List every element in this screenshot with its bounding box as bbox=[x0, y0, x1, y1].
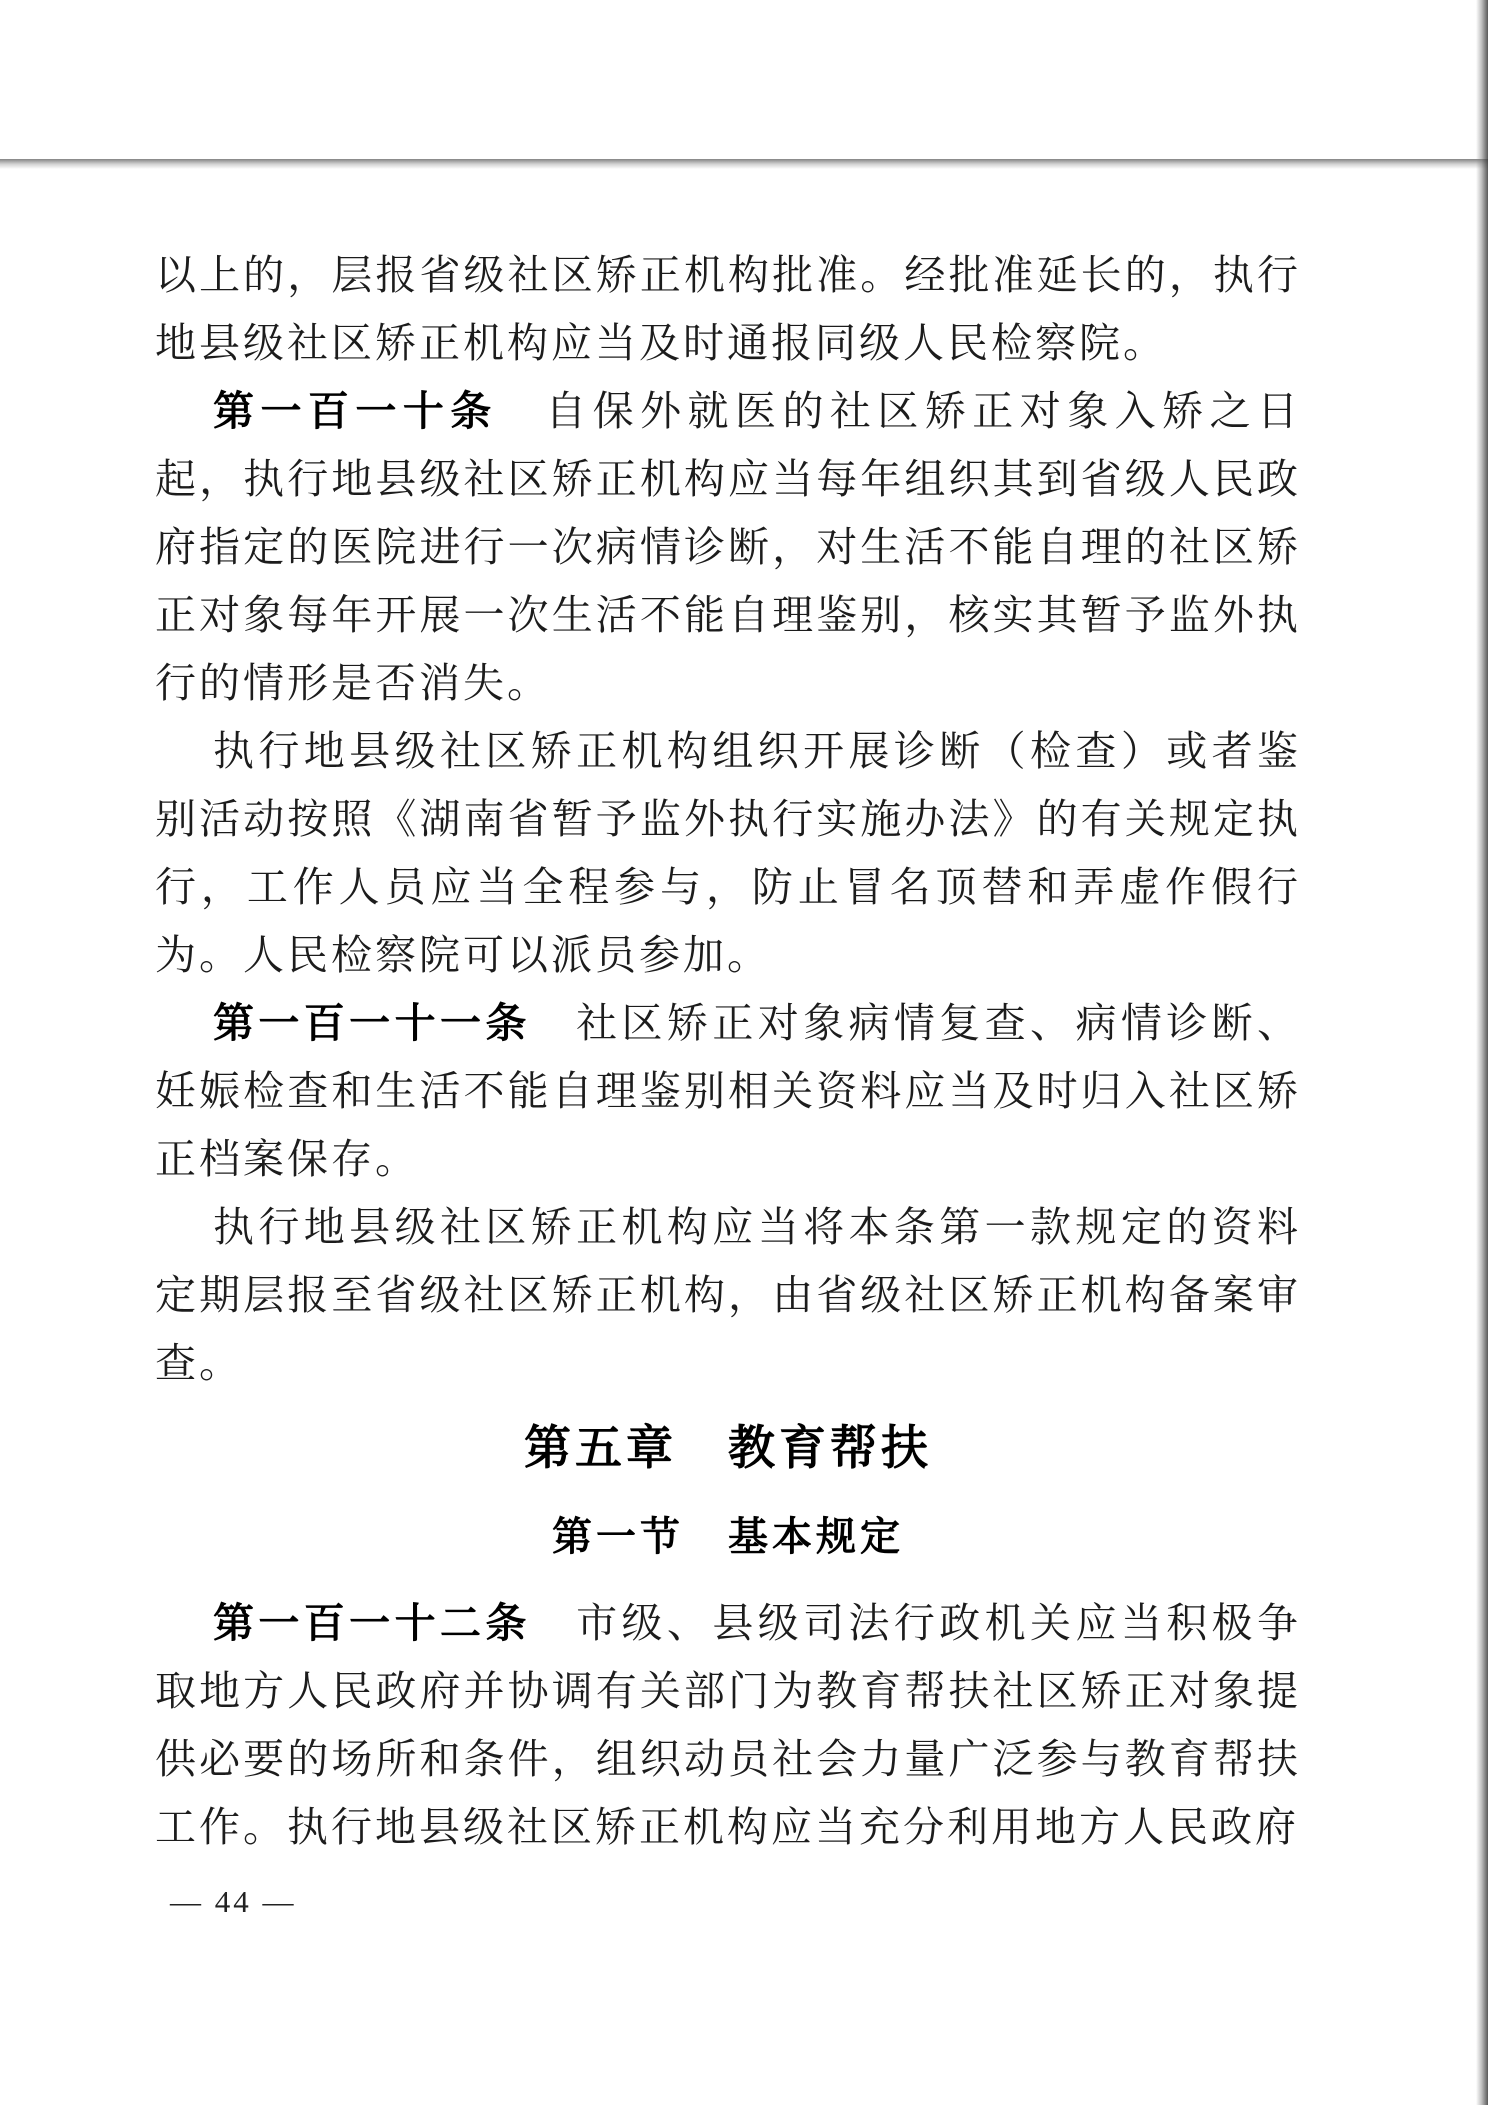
article-number: 第五章 教育帮扶 bbox=[524, 1423, 932, 1475]
paragraph bbox=[155, 1589, 1301, 1861]
text-run: 以上的，层报省级社区矫正机构批准。经批准延长的，执行地县级社区矫正机构应当及时通报同级人民检察院。 bbox=[155, 252, 1301, 366]
scan-artifact-right-edge bbox=[1476, 0, 1488, 2105]
text-run: 执行地县级社区矫正机构应当将本条第一款规定的资料定期层报至省级社区矫正机构，由省级社区矫正机构备案审查。 bbox=[155, 1204, 1301, 1386]
text-run: 市级、县级司法行政机关应当积极争取地方人民政府并协调有关部门为教育帮扶社区矫正对象提供必要的场所和条件，组织动员社会力量广泛参与教育帮扶工作。执行地县级社区矫正机构应当充分利用地方人民政府 bbox=[155, 1600, 1302, 1850]
document-body bbox=[155, 241, 1301, 1861]
section-heading bbox=[155, 1503, 1301, 1571]
article-number: 第一百一十二条 bbox=[213, 1600, 531, 1646]
article-number: 第一节 基本规定 bbox=[552, 1514, 904, 1559]
paragraph bbox=[155, 989, 1301, 1193]
page-number-footer: — 44 — bbox=[170, 1884, 297, 1919]
text-run: 社区矫正对象病情复查、病情诊断、妊娠检查和生活不能自理鉴别相关资料应当及时归入社区矫正档案保存。 bbox=[155, 1000, 1302, 1182]
paragraph bbox=[155, 717, 1301, 989]
text-run: 自保外就医的社区矫正对象入矫之日起，执行地县级社区矫正机构应当每年组织其到省级人民政府指定的医院进行一次病情诊断，对生活不能自理的社区矫正对象每年开展一次生活不能自理鉴别，核实其暂予监外执行的情形是否消失。 bbox=[155, 388, 1302, 706]
article-number: 第一百一十一条 bbox=[213, 1000, 531, 1046]
scan-artifact-top-line bbox=[0, 159, 1488, 169]
text-run: 执行地县级社区矫正机构组织开展诊断（检查）或者鉴别活动按照《湖南省暂予监外执行实施办法》的有关规定执行，工作人员应当全程参与，防止冒名顶替和弄虚作假行为。人民检察院可以派员参加。 bbox=[155, 728, 1301, 978]
article-number: 第一百一十条 bbox=[213, 388, 498, 434]
paragraph bbox=[155, 377, 1301, 717]
chapter-heading bbox=[155, 1415, 1301, 1483]
paragraph bbox=[155, 241, 1301, 377]
paragraph bbox=[155, 1193, 1301, 1397]
